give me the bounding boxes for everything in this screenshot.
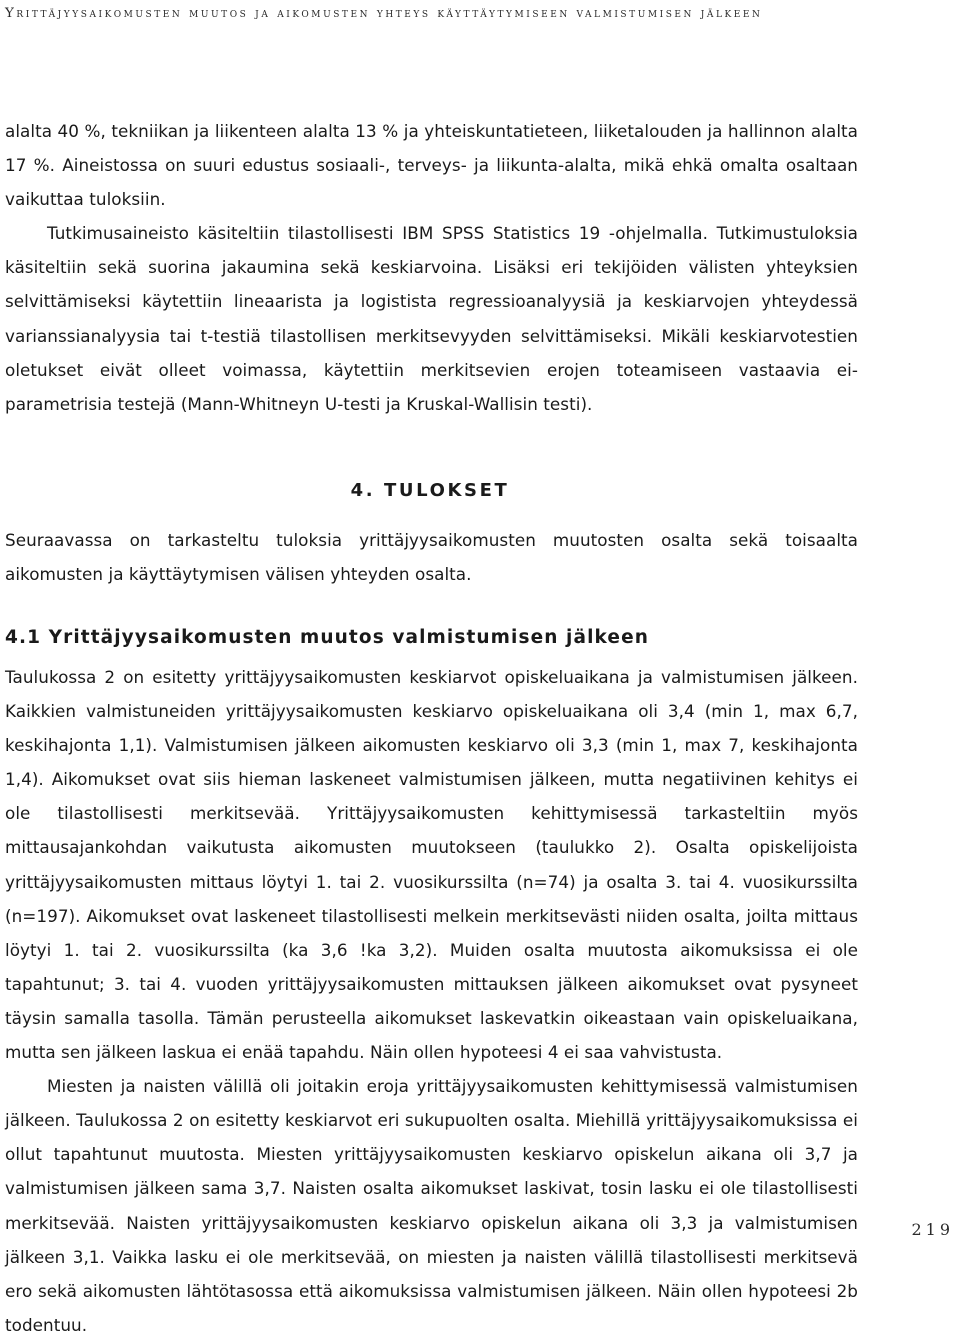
- results-paragraph-2: Miesten ja naisten välillä oli joitakin eroja yrittäjyysaikomusten kehittymisessä valmistumisen jälkeen. Taulukossa 2 on esitetty keskiarvot eri sukupuolten osalta. Miehillä yrittäjyysaikomuksissa ei ollut tapahtunut muutosta. Miesten yrittäjyysaikomusten keskiarvo opiskelun aikana oli 3,7 ja valmistumisen jälkeen sama 3,7. Naisten osalta aikomukset laskivat, tosin lasku ei ole tilastollisesti merkitsevää. Naisten yrittäjyysaikomusten keskiarvo opiskelun aikana oli 3,3 ja valmistumisen jälkeen 3,1. Vaikka lasku ei ole merkitsevää, on miesten ja naisten välillä tilastollisesti merkitsevä ero sekä aikomusten lähtötasossa että aikomuksissa valmistumisen jälkeen. Näin ollen hypoteesi 2b todentuu.: [5, 1076, 858, 1335]
- results-body: [5, 660, 858, 1342]
- methods-paragraph-1: alalta 40 %, tekniikan ja liikenteen alalta 13 % ja yhteiskuntatieteen, liiketalouden ja hallinnon alalta 17 %. Aineistossa on suuri edustus sosiaali-, terveys- ja liikunta-alalta, mikä ehkä omalta osaltaan vaikuttaa tuloksiin.: [5, 121, 858, 210]
- subsection-heading: 4.1 Yrittäjyysaikomusten muutos valmistumisen jälkeen: [5, 627, 649, 648]
- running-header: Yrittäjyysaikomusten muutos ja aikomusten yhteys käyttäytymiseen valmistumisen jälkeen: [5, 6, 763, 21]
- page-number: 219: [911, 1220, 954, 1239]
- results-intro-block: [5, 523, 858, 591]
- section-heading-results: 4. TULOKSET: [350, 480, 510, 501]
- methods-paragraph-2: Tutkimusaineisto käsiteltiin tilastollisesti IBM SPSS Statistics 19 -ohjelmalla. Tutkimustuloksia käsiteltiin sekä suorina jakaumina sekä keskiarvoina. Lisäksi eri tekijöiden välisten yhteyksien selvittämiseksi käytettiin lineaarista ja logistista regressioanalyysiä ja keskiarvojen yhteydessä varianssianalyysia tai t-testiä tilastollisen merkitsevyyden selvittämiseksi. Mikäli keskiarvotestien oletukset eivät olleet voimassa, käytettiin merkitsevien erojen toteamiseen vastaavia ei-parametrisia testejä (Mann-Whitneyn U-testi ja Kruskal-Wallisin testi).: [5, 223, 858, 414]
- methods-section: [5, 114, 858, 421]
- results-paragraph-1: Taulukossa 2 on esitetty yrittäjyysaikomusten keskiarvot opiskeluaikana ja valmistumisen jälkeen. Kaikkien valmistuneiden yrittäjyysaikomusten keskiarvo opiskeluaikana oli 3,4 (min 1, max 6,7, keskihajonta 1,1). Valmistumisen jälkeen aikomusten keskiarvo oli 3,3 (min 1, max 7, keskihajonta 1,4). Aikomukset ovat siis hieman laskeneet valmistumisen jälkeen, mutta negatiivinen kehitys ei ole tilastollisesti merkitsevää. Yrittäjyysaikomusten kehittymisessä tarkasteltiin myös mittausajankohdan vaikutusta aikomusten muutokseen (taulukko 2). Osalta opiskelijoista yrittäjyysaikomusten mittaus löytyi 1. tai 2. vuosikurssilta (n=74) ja osalta 3. tai 4. vuosikurssilta (n=197). Aikomukset ovat laskeneet tilastollisesti melkein merkitsevästi niiden osalta, joilta mittaus löytyi 1. tai 2. vuosikurssilta (ka 3,6 !ka 3,2). Muiden osalta muutosta aikomuksissa ei ole tapahtunut; 3. tai 4. vuoden yrittäjyysaikomusten mittauksen jälkeen aikomukset ovat pysyneet täysin samalla tasolla. Tämän perusteella aikomukset laskevatkin oikeastaan vain opiskeluaikana, mutta sen jälkeen laskua ei enää tapahdu. Näin ollen hypoteesi 4 ei saa vahvistusta.: [5, 667, 858, 1063]
- results-intro-paragraph: Seuraavassa on tarkasteltu tuloksia yrittäjyysaikomusten muutosten osalta sekä toisaalta aikomusten ja käyttäytymisen välisen yhteyden osalta.: [5, 530, 858, 585]
